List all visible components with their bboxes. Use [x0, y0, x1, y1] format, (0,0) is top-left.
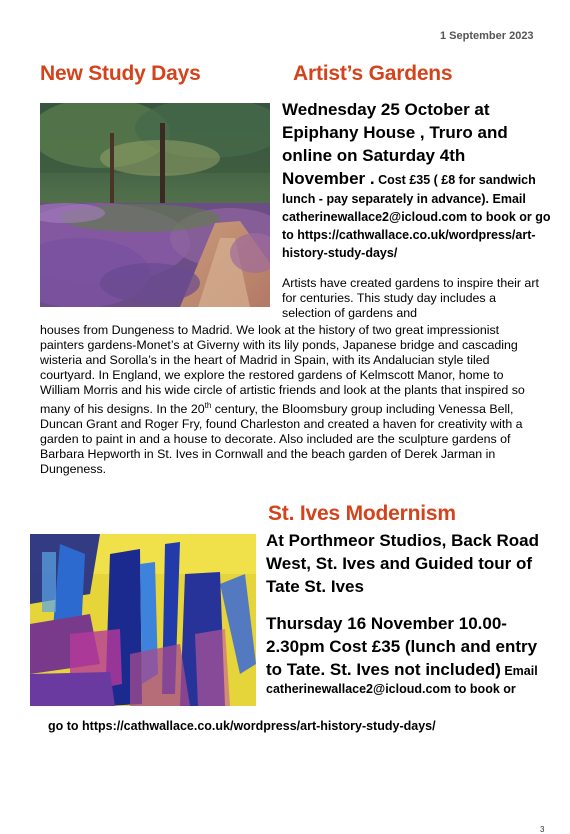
st-ives-contact-line: catherinewallace2@icloud.com to book or — [266, 682, 516, 696]
st-ives-email-label: Email — [500, 664, 538, 678]
st-ives-date-and-cost: Thursday 16 November 10.00-2.30pm Cost £35 (lunch and entry to Tate. St. Ives not included) — [266, 614, 538, 679]
page-date: 1 September 2023 — [440, 30, 534, 42]
gardens-cost-and-booking: Cost £35 ( £8 for sandwich lunch - pay separately in advance). Email catherinewallace2@icloud.com to book or go to https://cathwallace.co.uk/wordpress/art-history-study-days/ — [282, 173, 551, 260]
section-title-st-ives-modernism: St. Ives Modernism — [268, 502, 456, 525]
abstract-painting-graphic — [30, 534, 256, 706]
section-title-artists-gardens: Artist’s Gardens — [293, 62, 453, 85]
st-ives-booking-link: go to https://cathwallace.co.uk/wordpress/art-history-study-days/ — [48, 719, 436, 733]
gardens-dates: Wednesday 25 October at Epiphany House , Truro and online on Saturday 4th November . — [282, 100, 508, 188]
st-ives-details — [266, 529, 551, 698]
st-ives-venue: At Porthmeor Studios, Back Road West, St. Ives and Guided tour of Tate St. Ives — [266, 531, 539, 596]
gardens-description-text-cont: century, the Bloomsbury group including Venessa Bell, Duncan Grant and Roger Fry, found Charleston and created a haven for creativity with a garden to paint in and a house to decorate. Also included are the sculpture gardens of Barbara Hepworth in St. Ives in Cornwall and the beach garden of Derek Jarman in Dungeness. — [40, 402, 523, 477]
gardens-description — [40, 323, 545, 477]
abstract-painting-image — [30, 534, 256, 706]
section-title-new-study-days: New Study Days — [40, 62, 201, 85]
ordinal-suffix: th — [204, 401, 212, 410]
garden-painting-graphic — [40, 103, 270, 307]
garden-painting-image — [40, 103, 270, 307]
gardens-intro: Artists have created gardens to inspire their art for centuries. This study day includes a selection of gardens and — [282, 276, 539, 320]
gardens-description-text: houses from Dungeness to Madrid. We look at the history of two great impressionist painters gardens-Monet’s at Giverny with its lily ponds, Japanese bridge and cascading wisteria and Sorolla’s in the heart of Madrid in Spain, with its Andalucian style tiled courtyard. In England, we explore the restored gardens of Kelmscott Manor, home to William Morris and his wide circle of artistic friends and look at the plants that inspired so many of his designs. In the 20 — [40, 323, 525, 417]
gardens-details — [282, 98, 552, 262]
page-number: 3 — [540, 825, 545, 834]
